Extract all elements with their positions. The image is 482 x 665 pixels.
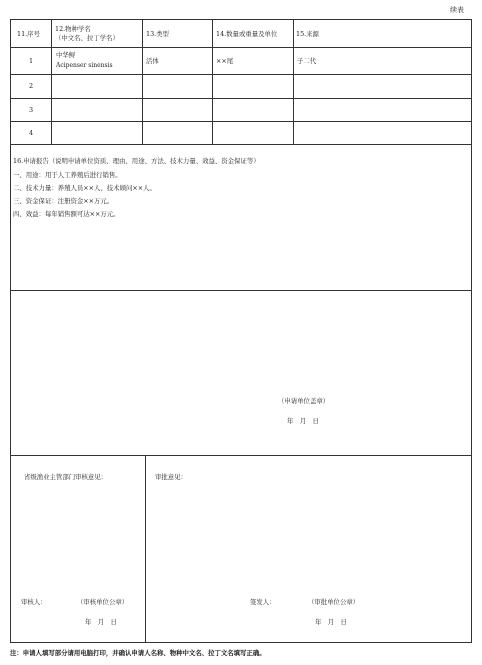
report-line-2: 二、技术力量：养殖人员××人、技术顾问××人。	[13, 184, 156, 192]
report-divider	[10, 290, 472, 291]
row-1-type: 活体	[146, 57, 159, 65]
row-3-seq: 3	[29, 106, 34, 114]
applicant-seal-label: （申请单位盖章）	[278, 397, 330, 405]
report-heading: 16.申请报告（说明申请单位资质、理由、用途、方法、技术力量、效益、资金保证等）	[13, 157, 260, 165]
table-col-divider-1	[51, 19, 52, 144]
row-1-latin-name: Acipenser sinensis	[56, 62, 113, 69]
seal-divider	[10, 455, 472, 456]
header-quantity: 14.数量或重量及单位	[216, 30, 278, 38]
row-1-seq: 1	[29, 57, 34, 65]
provincial-review-title: 省级渔业主管部门审核意见：	[24, 473, 108, 481]
approval-seal-label: （审批单位公章）	[308, 598, 360, 606]
row-1-quantity: ××尾	[216, 57, 234, 65]
header-source: 15.来源	[296, 30, 319, 38]
review-date: 年 月 日	[85, 618, 117, 626]
report-line-3: 三、资金保证：注册资金××万元。	[13, 197, 114, 205]
report-line-1: 一、用途：用于人工养殖后进行销售。	[13, 171, 122, 179]
signer-label: 签发人：	[250, 598, 276, 606]
row-1-cn-name: 中华鲟	[56, 51, 76, 59]
table-bottom-divider	[10, 144, 472, 145]
report-line-4: 四、效益：每年销售额可达××万元。	[13, 210, 120, 218]
table-row-divider-2	[10, 98, 472, 99]
header-species-name: 12.物种学名	[55, 25, 91, 33]
applicant-seal-date: 年 月 日	[287, 417, 319, 425]
footnote: 注：申请人填写部分请用电脑打印，并确认申请人名称、物种中文名、拉丁文名填写正确。	[10, 649, 266, 657]
table-row-divider-1	[10, 74, 472, 75]
header-species-name-note: （中文名、拉丁学名）	[55, 34, 119, 42]
table-col-divider-3	[212, 19, 213, 144]
table-col-divider-2	[142, 19, 143, 144]
row-4-seq: 4	[29, 129, 34, 137]
reviewer-label: 审核人：	[21, 598, 47, 606]
row-1-source: 子二代	[297, 57, 317, 65]
continued-label: 续表	[450, 6, 464, 14]
approval-date: 年 月 日	[315, 618, 347, 626]
review-approval-divider	[145, 455, 146, 643]
header-type: 13.类型	[146, 30, 169, 38]
form-frame	[10, 19, 472, 643]
row-2-seq: 2	[29, 82, 34, 90]
header-seq: 11.序号	[17, 30, 40, 38]
review-seal-label: （审核单位公章）	[77, 598, 129, 606]
table-col-divider-4	[293, 19, 294, 144]
table-row-divider-3	[10, 121, 472, 122]
table-header-divider	[10, 47, 472, 48]
approval-title: 审批意见：	[155, 473, 187, 481]
